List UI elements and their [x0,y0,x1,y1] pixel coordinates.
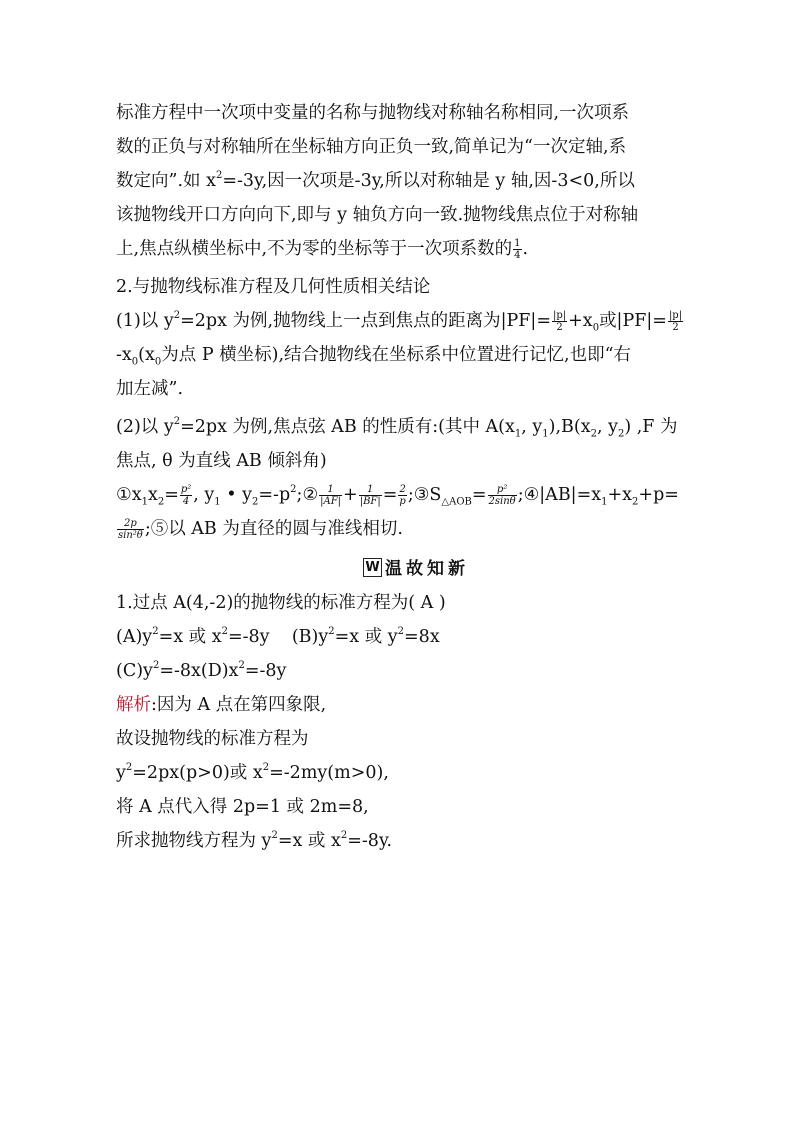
text: 1 [359,484,382,496]
superscript: 2 [271,830,278,842]
superscript: 2 [238,660,245,672]
text: 数定向”.如 x [116,171,216,191]
fraction [180,484,192,507]
text: , y [521,417,543,437]
text: y [116,763,126,783]
text-line [116,338,716,372]
solution-line [116,824,716,858]
text: 4 [182,496,190,507]
superscript: 2 [125,762,133,774]
question-stem [116,586,716,620]
fraction [552,310,567,333]
text: 2 [672,322,679,333]
text-line [116,372,716,406]
formula-line [116,478,716,512]
subscript: 2 [617,428,625,440]
denominator: 4 [514,250,521,261]
text: 2 [399,484,406,495]
solution-line [116,722,716,756]
text: = [471,485,487,505]
text: 1 [319,484,342,496]
text-line [116,198,716,232]
subscript: △AOB [441,496,472,508]
text: p² [180,484,192,495]
subscript: 0 [592,322,600,334]
text: 2sinθ [488,496,516,507]
solution-line [116,756,716,790]
text: ;② [296,485,319,505]
subscript: 1 [542,428,549,440]
fraction [359,484,382,507]
subscript: 2 [590,428,597,440]
text: 标准方程中一次项中变量的名称与抛物线对称轴名称相同,一次项系 [116,103,630,123]
text-line [116,410,716,444]
text: 为点 P 横坐标),结合抛物线在坐标系中位置进行记忆,也即“右 [161,345,632,365]
text: =-2my(m>0), [269,763,389,783]
superscript: 2 [173,416,181,428]
subscript: 1 [601,496,608,508]
section-title [116,270,716,304]
text: sin²θ [118,530,143,541]
options-ab [116,620,716,654]
text: 所求抛物线方程为 y [116,831,272,851]
text: |AF| [320,496,342,507]
text: p [399,496,406,507]
text: ) ,F 为 [624,417,678,437]
text-line [116,96,716,130]
text: =x 或 y [334,627,398,647]
superscript: 2 [152,626,159,638]
text: :因为 A 点在第四象限, [151,695,327,715]
text: ①x [116,485,142,505]
superscript: 2 [221,626,228,638]
text: -x [116,345,132,365]
text: (1)以 y [116,311,174,331]
text: ;④|AB|=x [517,485,602,505]
text: x [147,485,158,505]
options-cd [116,654,716,688]
text: =x 或 x [158,627,222,647]
subscript: 2 [632,496,639,508]
superscript: 2 [152,660,160,672]
text: , y [596,417,618,437]
text: 上,焦点纵横坐标中,不为零的坐标等于一次项系数的 [116,239,513,259]
text: . [522,239,529,259]
text: |p| [668,310,683,321]
text: (x [138,345,155,365]
text: 1.过点 A(4,-2)的抛物线的标准方程为( A ) [116,593,446,613]
text: +x [568,311,593,331]
text: |BF| [359,496,381,507]
text: 该抛物线开口方向向下,即与 y 轴负方向一致.抛物线焦点位于对称轴 [116,205,639,225]
text: =2px(p>0)或 x [132,763,263,783]
text: =x 或 x [277,831,341,851]
text: (2)以 y [116,417,174,437]
superscript: 2 [262,762,270,774]
text: , y [193,485,215,505]
text: |p| [553,310,567,321]
text-line [116,232,716,266]
text: 2.与抛物线标准方程及几何性质相关结论 [116,277,431,297]
superscript: 2 [397,626,405,638]
text: = [164,485,179,505]
text: 或|PF|= [599,311,667,331]
subscript: 2 [252,496,259,508]
superscript: 2 [173,310,181,322]
text: =-8x(D)x [159,661,239,681]
text: • y [220,485,253,505]
fraction [513,238,521,261]
text: =-8y [244,661,287,681]
text: ;③S [407,485,442,505]
superscript: 2 [290,484,297,496]
solution-label: 解析 [116,695,151,715]
text: =2px 为例,抛物线上一点到焦点的距离为|PF|= [180,311,551,331]
text: (C)y [116,661,153,681]
text: 加左减”. [116,379,184,399]
subscript: 2 [157,496,165,508]
fraction [117,518,144,541]
superscript: 2 [340,830,348,842]
text: 数的正负与对称轴所在坐标轴方向正负一致,简单记为“一次定轴,系 [116,137,627,157]
solution-line [116,790,716,824]
formula-line [116,512,716,546]
fraction [398,484,406,507]
subscript: 1 [514,428,522,440]
superscript: 2 [215,170,223,182]
text: =-p [258,485,291,505]
text: = [382,485,398,505]
subscript: 1 [214,496,221,508]
subscript: 0 [131,356,139,368]
text: =-8y (B)y [227,627,329,647]
text: 将 A 点代入得 2p=1 或 2m=8, [116,797,369,817]
text: ;⑤以 AB 为直径的圆与准线相切. [144,519,403,539]
text: + [343,485,358,505]
heading-text: 温故知新 [385,559,469,579]
text: +p= [638,485,679,505]
text: =-8y. [347,831,393,851]
section-heading [116,554,716,584]
superscript: 2 [328,626,335,638]
text: p² [488,484,517,496]
text-line [116,164,716,198]
text-line [116,130,716,164]
text: 2 [556,322,563,333]
text: 焦点, θ 为直线 AB 倾斜角) [116,451,327,471]
text: 2p [117,518,144,530]
text: ),B(x [548,417,591,437]
numerator: 1 [514,238,521,249]
subscript: 1 [141,496,148,508]
text: +x [607,485,633,505]
subscript: 0 [154,356,162,368]
text: =-3y,因一次项是-3y,所以对称轴是 y 轴,因-3<0,所以 [222,171,635,191]
solution-line [116,688,716,722]
w-badge-icon: W [363,558,382,577]
document-page [116,96,716,858]
text-line [116,304,716,338]
text-line [116,444,716,478]
fraction [668,310,683,333]
text: =8x [404,627,440,647]
text: (A)y [116,627,153,647]
fraction [488,484,517,507]
text: =2px 为例,焦点弦 AB 的性质有:(其中 A(x [180,417,515,437]
fraction [319,484,342,507]
text: 故设抛物线的标准方程为 [116,729,309,749]
